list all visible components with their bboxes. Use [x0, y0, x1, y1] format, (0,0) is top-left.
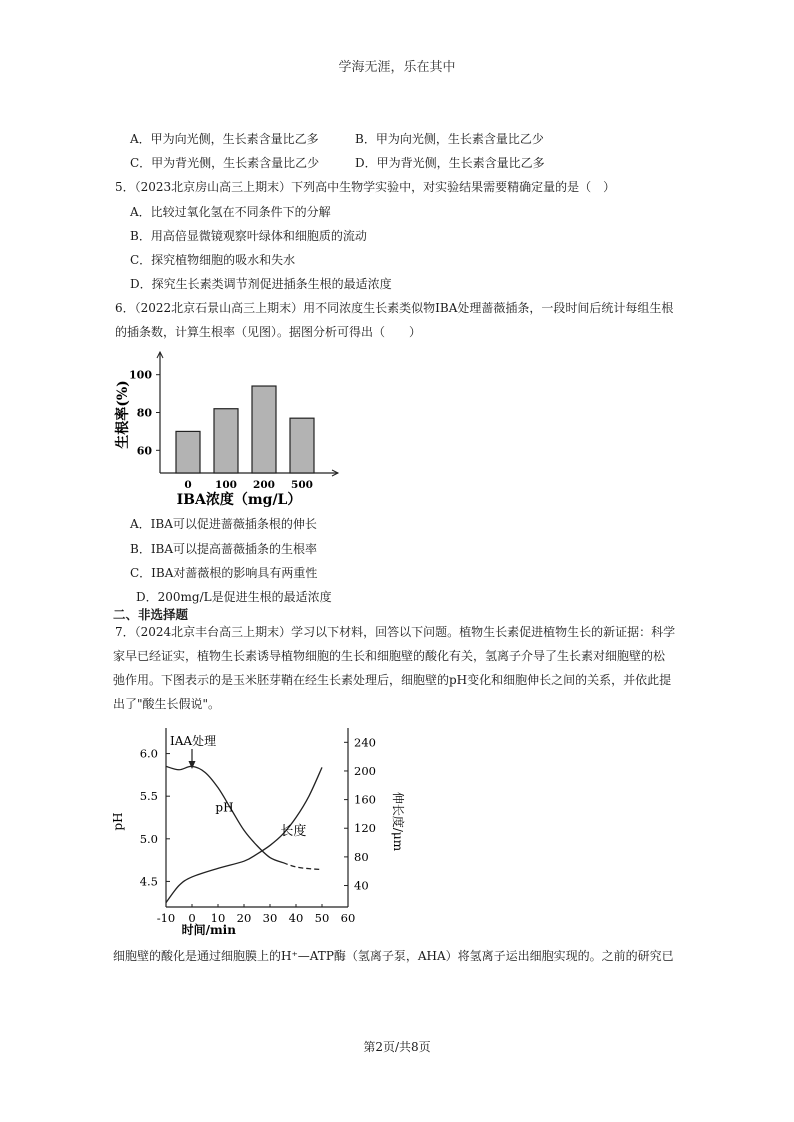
ph-series-label: pH	[215, 800, 234, 815]
x-tick-label: 100	[215, 479, 237, 491]
x-tick-label: 500	[291, 479, 313, 491]
length-series-label: 长度	[280, 823, 307, 839]
q5-option-a: A．比较过氧化氢在不同条件下的分解	[130, 205, 331, 219]
x-tick-label: 40	[288, 911, 304, 925]
q6-stem-line2: 的插条数，计算生根率（见图）。据图分析可得出（ ）	[115, 325, 422, 339]
y-tick-label: 60	[136, 444, 152, 458]
q4-option-d: D．甲为背光侧，生长素含量比乙多	[355, 156, 545, 170]
q6-option-a: A．IBA可以促进蔷薇插条根的伸长	[130, 517, 317, 531]
q4-option-b: B．甲为向光侧，生长素含量比乙少	[355, 132, 544, 146]
left-tick-label: 6.0	[139, 746, 158, 761]
q7-line2: 家早已经证实，植物生长素诱导植物细胞的生长和细胞壁的酸化有关，氢离子介导了生长素对细胞壁的松	[113, 649, 666, 663]
q6-stem-line1: 6．（2022北京石景山高三上期末）用不同浓度生长素类似物IBA处理蔷薇插条，一段时间后统计每组生根	[115, 301, 674, 315]
x-tick-label: 0	[188, 911, 196, 925]
x-tick-label: 10	[210, 911, 226, 925]
x-axis-label: 时间/min	[181, 923, 236, 937]
x-tick-label: 50	[314, 911, 330, 925]
q7-line1: 7．（2024北京丰台高三上期末）学习以下材料，回答以下问题。植物生长素促进植物生长的新证据：科学	[115, 625, 676, 639]
right-tick-label: 120	[354, 821, 376, 836]
q7-line4: 出了"酸生长假说"。	[113, 697, 221, 711]
annotation-label: IAA处理	[170, 734, 217, 748]
y-tick-label: 80	[136, 406, 152, 420]
left-tick-label: 5.0	[139, 831, 158, 846]
right-tick-label: 200	[354, 763, 376, 778]
y-tick-label: 100	[129, 368, 152, 382]
left-tick-label: 4.5	[139, 874, 158, 889]
x-tick-label: 60	[340, 911, 356, 925]
bar-500	[290, 418, 314, 473]
q6-option-c: C．IBA对蔷薇根的影响具有两重性	[130, 566, 318, 580]
page-header: 学海无涯，乐在其中	[338, 60, 456, 75]
y-axis-label: 生根率(%)	[115, 380, 131, 449]
x-tick-label: 30	[262, 911, 278, 925]
series-line-1	[283, 863, 322, 870]
right-axis-label: 伸长度/μm	[391, 791, 405, 852]
annotation-arrow-icon	[189, 761, 196, 769]
section-title: 二、非选择题	[113, 607, 189, 622]
x-tick-label: 20	[236, 911, 252, 925]
q5-option-d: D．探究生长素类调节剂促进插条生根的最适浓度	[130, 277, 392, 291]
q4-option-c: C．甲为背光侧，生长素含量比乙少	[130, 156, 320, 170]
bar-100	[214, 409, 238, 473]
q6-option-b: B．IBA可以提高蔷薇插条的生根率	[130, 542, 318, 556]
page-footer: 第2页/共8页	[363, 1040, 431, 1054]
x-tick-label: -10	[156, 911, 176, 925]
x-tick-label: 0	[184, 479, 192, 491]
q6-option-d: D．200mg/L是促进生根的最适浓度	[136, 590, 332, 604]
right-tick-label: 240	[354, 735, 376, 750]
iba-bar-chart	[100, 340, 350, 512]
x-tick-label: 200	[253, 479, 275, 491]
q4-option-a: A．甲为向光侧，生长素含量比乙多	[130, 132, 319, 146]
bar-0	[176, 431, 200, 473]
right-tick-label: 40	[354, 878, 369, 893]
q7-after-chart: 细胞壁的酸化是通过细胞膜上的H⁺—ATP酶（氢离子泵，AHA）将氢离子运出细胞实现的。之前的研究已	[113, 949, 674, 963]
right-tick-label: 160	[354, 792, 376, 807]
q5-stem: 5．（2023北京房山高三上期末）下列高中生物学实验中，对实验结果需要精确定量的是（ ）	[115, 180, 616, 194]
left-axis-label: pH	[111, 812, 125, 831]
ph-growth-line-chart	[108, 720, 408, 940]
q7-line3: 弛作用。下图表示的是玉米胚芽鞘在经生长素处理后，细胞壁的pH变化和细胞伸长之间的关系，并依此提	[113, 673, 672, 687]
bar-200	[252, 386, 276, 473]
x-axis-label: IBA浓度（mg/L）	[176, 492, 302, 508]
q5-option-b: B．用高倍显微镜观察叶绿体和细胞质的流动	[130, 229, 367, 243]
left-tick-label: 5.5	[139, 789, 158, 804]
right-tick-label: 80	[354, 849, 369, 864]
q5-option-c: C．探究植物细胞的吸水和失水	[130, 253, 296, 267]
